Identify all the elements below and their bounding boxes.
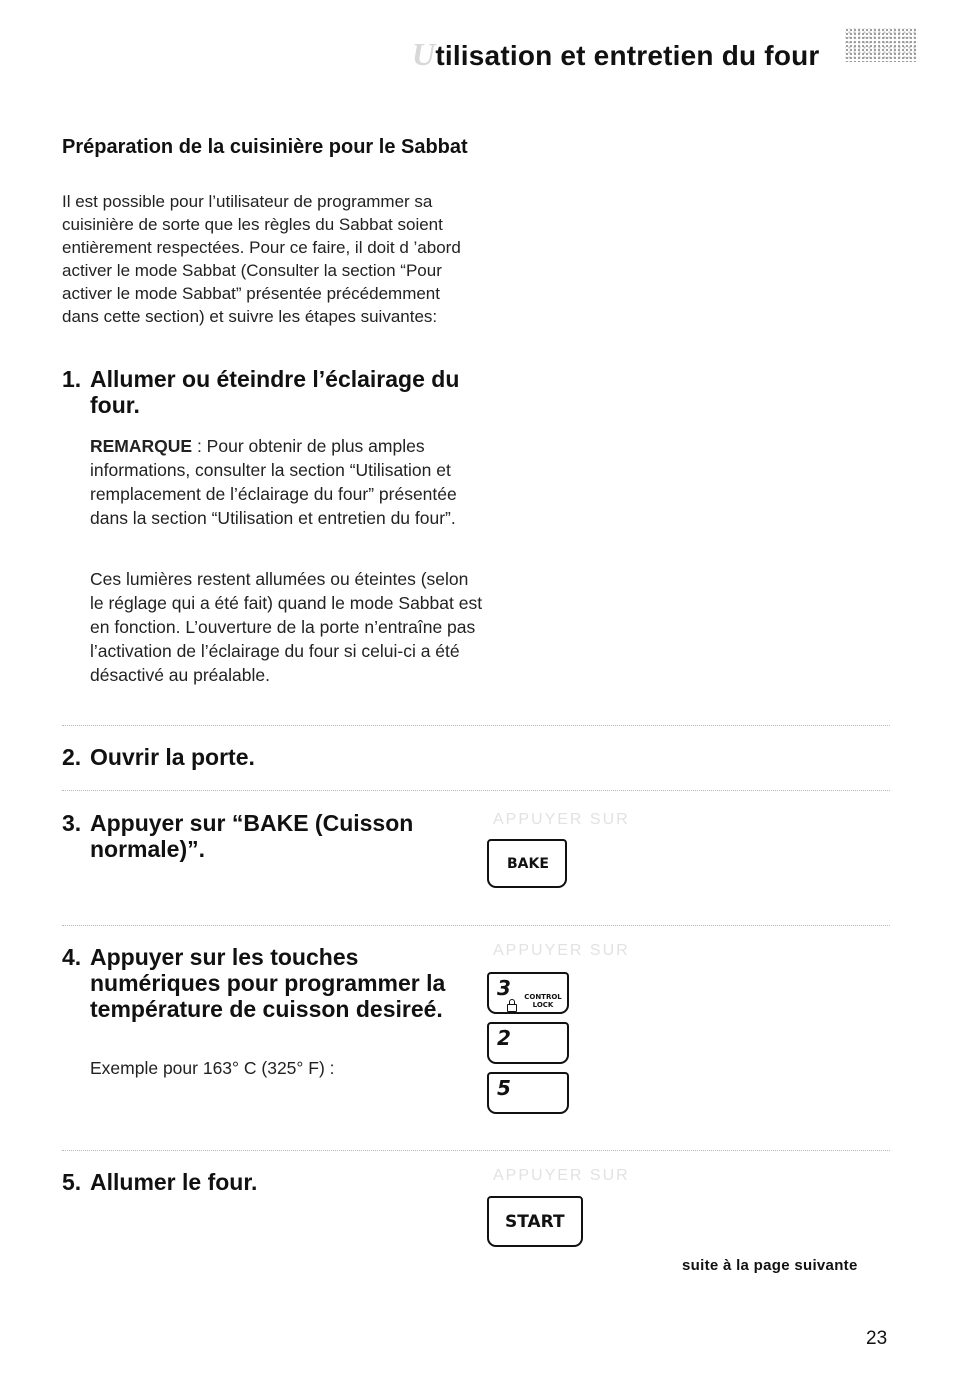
remark-label: REMARQUE <box>90 436 193 456</box>
step-3-number: 3. <box>62 810 82 836</box>
key-5-number: 5 <box>497 1076 511 1100</box>
key-3-control-lock[interactable] <box>487 972 569 1014</box>
step-1-title: Allumer ou éteindre l’éclairage du four. <box>90 366 460 418</box>
divider <box>62 925 890 926</box>
press-instruction: APPUYER SUR <box>493 942 630 959</box>
continued-note: suite à la page suivante <box>682 1257 858 1274</box>
bake-key[interactable] <box>487 839 567 888</box>
start-key[interactable] <box>487 1196 583 1247</box>
divider <box>62 725 890 726</box>
bake-key-label: BAKE <box>507 856 549 872</box>
lock-text: LOCK <box>532 1001 554 1009</box>
step-4-example: Exemple pour 163° C (325° F) : <box>90 1058 335 1078</box>
key-2[interactable] <box>487 1022 569 1064</box>
step-2-title: Ouvrir la porte. <box>90 744 255 770</box>
section-heading: Préparation de la cuisinière pour le Sabbat <box>62 136 468 158</box>
press-instruction: APPUYER SUR <box>493 811 630 828</box>
key-3-sublabel <box>519 993 567 1009</box>
step-1-remark <box>90 434 480 530</box>
page-header-title <box>412 36 820 73</box>
step-4-number: 4. <box>62 944 82 970</box>
header-title-text: tilisation et entretien du four <box>435 40 820 71</box>
step-5-number: 5. <box>62 1169 82 1195</box>
page-number: 23 <box>866 1328 888 1349</box>
header-decorative-initial: U <box>412 36 436 72</box>
step-5-title: Allumer le four. <box>90 1169 258 1195</box>
step-2-number: 2. <box>62 744 82 770</box>
press-instruction: APPUYER SUR <box>493 1167 630 1184</box>
step-1-number: 1. <box>62 366 82 392</box>
step-4-title: Appuyer sur les touches numériques pour programmer la température de cuisson desireé. <box>90 944 446 1022</box>
step-3-title: Appuyer sur “BAKE (Cuisson normale)”. <box>90 810 414 862</box>
remark-text: : Pour obtenir de plus amples informations, consulter la section “Utilisation et remplacement de l’éclairage du four” présentée dans la section “Utilisation et entretien du four”. <box>90 436 457 528</box>
key-3-number: 3 <box>497 976 511 1000</box>
intro-paragraph: Il est possible pour l’utilisateur de programmer sa cuisinière de sorte que les règles du Sabbat soient entièrement respectées. Pour ce faire, il doit d ’abord activer le mode Sabbat (Consulter la section “Pour activer le mode Sabbat” présentée précédemment dans cette section) et suivre les étapes suivantes: <box>62 192 461 326</box>
key-5[interactable] <box>487 1072 569 1114</box>
lock-icon <box>507 1004 517 1012</box>
start-key-label: START <box>505 1212 565 1232</box>
control-text: CONTROL <box>524 993 562 1001</box>
divider <box>62 1150 890 1151</box>
divider <box>62 790 890 791</box>
header-decoration-pattern <box>845 28 917 62</box>
step-1-paragraph: Ces lumières restent allumées ou éteintes (selon le réglage qui a été fait) quand le mode Sabbat est en fonction. L’ouverture de la porte n’entraîne pas l’activation de l’éclairage du four si celui-ci a été désactivé au préalable. <box>90 569 483 685</box>
key-2-number: 2 <box>497 1026 511 1050</box>
